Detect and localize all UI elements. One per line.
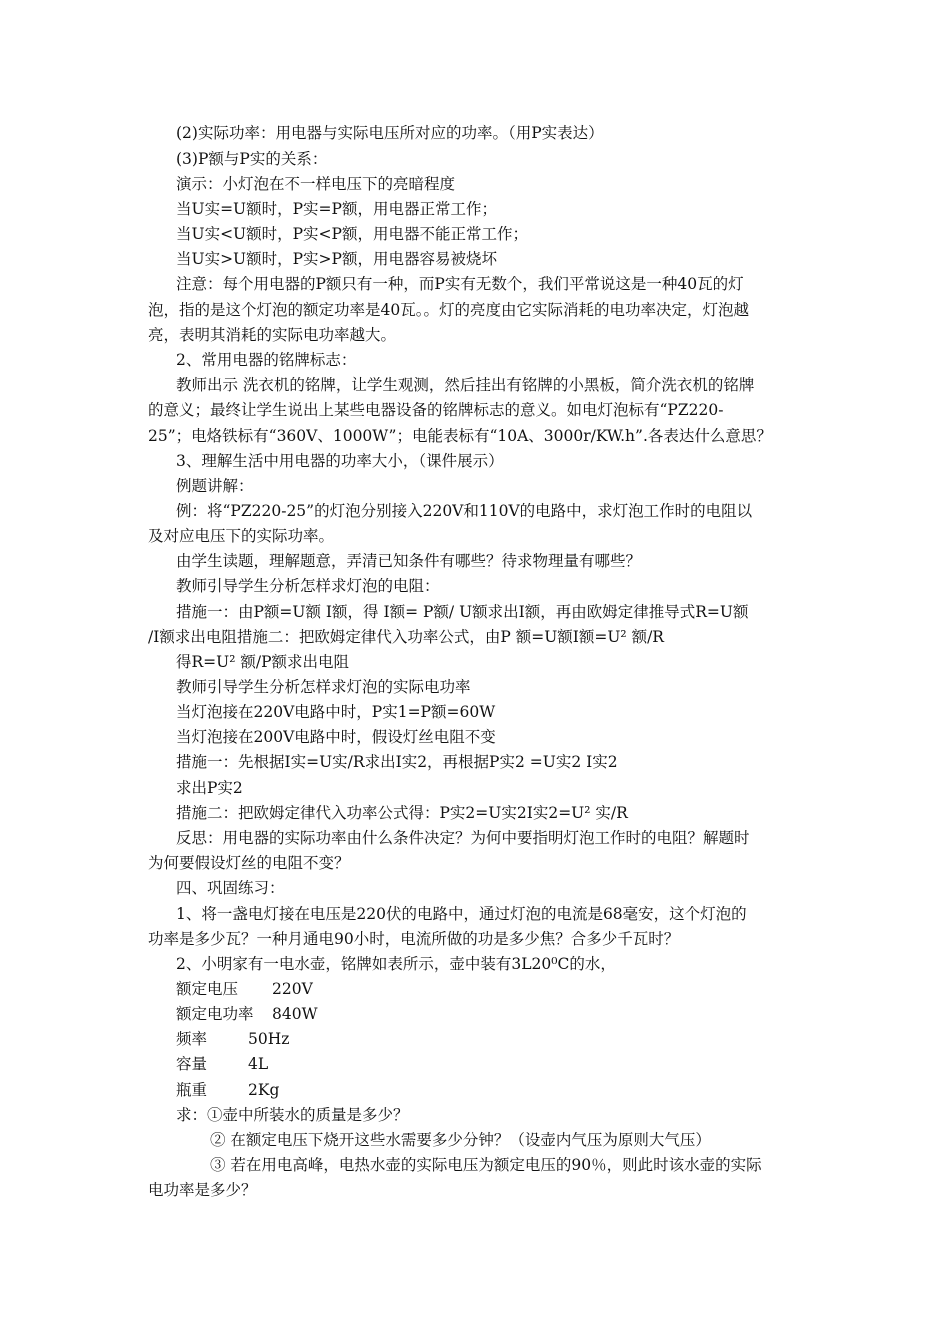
text-line: 教师引导学生分析怎样求灯泡的实际电功率 [176, 678, 471, 696]
text-line: /I额求出电阻措施二：把欧姆定律代入功率公式，由P 额=U额I额=U² 额/R [148, 628, 664, 646]
text-line: 当U实<U额时，P实<P额，用电器不能正常工作； [176, 225, 528, 243]
text-line: 四、巩固练习： [176, 879, 285, 897]
text-line: 当灯泡接在220V电路中时，P实1=P额=60W [176, 703, 496, 721]
text-line: 教师出示 洗衣机的铭牌，让学生观测，然后挂出有铭牌的小黑板，简介洗衣机的铭牌 [176, 376, 755, 394]
text-line: 措施二：把欧姆定律代入功率公式得：P实2=U实2I实2=U² 实/R [176, 804, 628, 822]
spec-key: 频率 [176, 1030, 208, 1048]
spec-value: 50Hz [248, 1030, 290, 1048]
spec-row [176, 1078, 279, 1102]
spec-value: 2Kg [248, 1081, 280, 1099]
text-line: 2、小明家有一电水壶，铭牌如表所示，壶中装有3L20⁰C的水， [176, 955, 616, 973]
spec-row [176, 1052, 268, 1076]
text-line: 为何要假设灯丝的电阻不变？ [148, 854, 350, 872]
text-line: 措施一：先根据I实=U实/R求出I实2，再根据P实2 =U实2 I实2 [176, 753, 618, 771]
spec-value: 4L [248, 1055, 269, 1073]
text-line: 教师引导学生分析怎样求灯泡的电阻： [176, 577, 440, 595]
text-line: 措施一：由P额=U额 I额，得 I额= P额/ U额求出I额，再由欧姆定律推导式R=U额 [176, 603, 749, 621]
text-line: 得R=U² 额/P额求出电阻 [176, 653, 350, 671]
spec-row [176, 1002, 318, 1026]
text-line: 1、将一盏电灯接在电压是220伏的电路中，通过灯泡的电流是68毫安，这个灯泡的 [176, 905, 747, 923]
text-line: 反思：用电器的实际功率由什么条件决定？为何中要指明灯泡工作时的电阻？解题时 [176, 829, 750, 847]
text-line: (2)实际功率：用电器与实际电压所对应的功率。（用P实表达） [176, 124, 604, 142]
text-line: 由学生读题，理解题意，弄清已知条件有哪些？待求物理量有哪些？ [176, 552, 642, 570]
text-line: 的意义；最终让学生说出上某些电器设备的铭牌标志的意义。如电灯泡标有“PZ220- [148, 401, 724, 419]
spec-value: 220V [272, 980, 313, 998]
spec-value: 840W [272, 1005, 318, 1023]
question-line: ② 在额定电压下烧开这些水需要多少分钟？（设壶内气压为原则大气压） [210, 1131, 711, 1149]
text-line: (3)P额与P实的关系： [176, 150, 328, 168]
text-line: 例题讲解： [176, 477, 254, 495]
text-line: 求出P实2 [176, 779, 243, 797]
spec-row [176, 977, 313, 1001]
text-line: 注意：每个用电器的P额只有一种，而P实有无数个，我们平常说这是一种40瓦的灯 [176, 275, 744, 293]
question-line: ③ 若在用电高峰，电热水壶的实际电压为额定电压的90％，则此时该水壶的实际 [210, 1156, 762, 1174]
text-line: 2、常用电器的铭牌标志： [176, 351, 357, 369]
text-line: 亮，表明其消耗的实际电功率越大。 [148, 326, 397, 344]
text-line: 当U实=U额时，P实=P额，用电器正常工作； [176, 200, 497, 218]
text-line: 泡，指的是这个灯泡的额定功率是40瓦。。灯的亮度由它实际消耗的电功率决定，灯泡越 [148, 301, 749, 319]
text-line: 演示：小灯泡在不一样电压下的亮暗程度 [176, 175, 456, 193]
text-line: 当灯泡接在200V电路中时，假设灯丝电阻不变 [176, 728, 496, 746]
spec-key: 容量 [176, 1055, 208, 1073]
question-line: 求：①壶中所装水的质量是多少？ [176, 1106, 409, 1124]
spec-row [176, 1027, 289, 1051]
question-line: 电功率是多少？ [148, 1181, 257, 1199]
text-line: 功率是多少瓦？一种月通电90小时，电流所做的功是多少焦？合多少千瓦时？ [148, 930, 680, 948]
text-line: 当U实>U额时，P实>P额，用电器容易被烧坏 [176, 250, 497, 268]
spec-key: 瓶重 [176, 1081, 208, 1099]
text-line: 3、理解生活中用电器的功率大小，（课件展示） [176, 452, 504, 470]
text-line: 25”；电烙铁标有“360V、1000W”；电能表标有“10A、3000r/KW.h”.各表达什么意思？ [148, 427, 772, 445]
text-line: 及对应电压下的实际功率。 [148, 527, 335, 545]
text-line: 例：将“PZ220-25”的灯泡分别接入220V和110V的电路中，求灯泡工作时的电阻以 [176, 502, 753, 520]
spec-key: 额定电压 [176, 980, 239, 998]
spec-key: 额定电功率 [176, 1005, 254, 1023]
